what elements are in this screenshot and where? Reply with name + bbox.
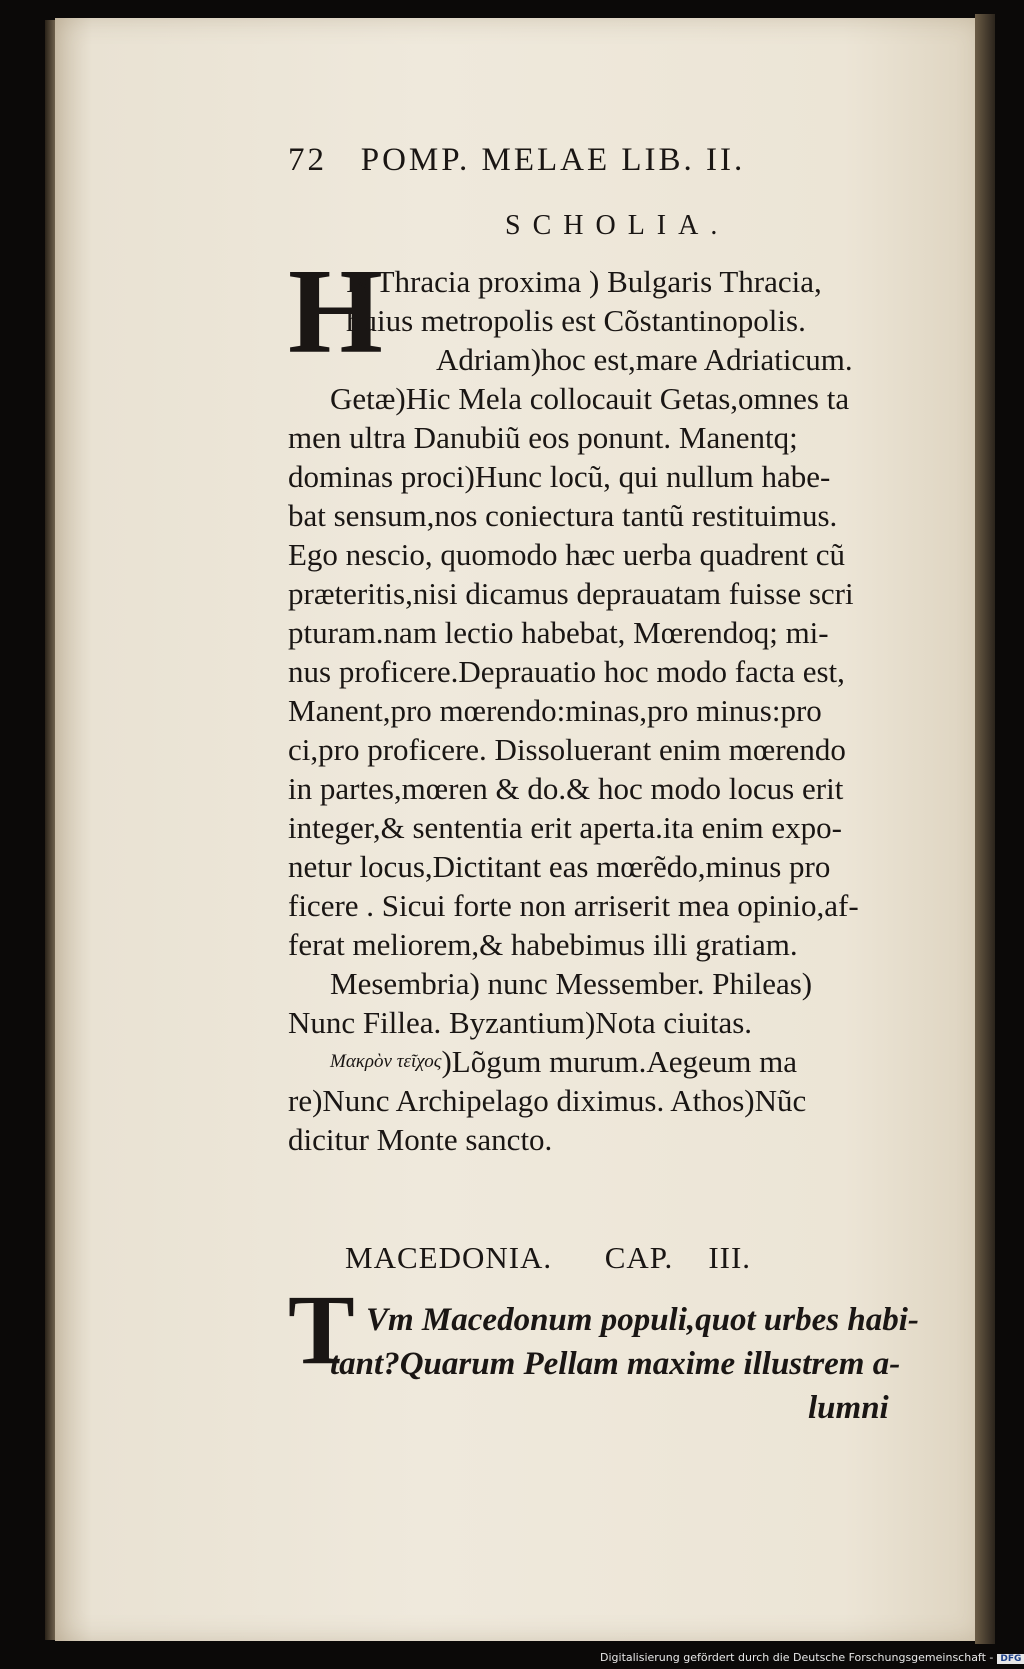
chapter-number: III. <box>708 1240 752 1275</box>
text-line: Getæ)Hic Mela collocauit Getas,omnes ta <box>330 381 850 416</box>
text-line: ficere . Sicui forte non arriserit mea opinio,af- <box>288 888 859 923</box>
text-line: Mesembria) nunc Messember. Phileas) <box>330 966 813 1001</box>
drop-capital-h: H <box>288 244 383 379</box>
text-line: nus proficere.Deprauatio hoc modo facta est, <box>288 654 845 689</box>
text-line: Vm Macedonum populi,quot urbes habi- <box>366 1302 919 1338</box>
greek-line-rest: )Lõgum murum.Aegeum ma <box>441 1044 798 1079</box>
text-line: Ego nescio, quomodo hæc uerba quadrent cũ <box>288 537 845 572</box>
text-line: tant?Quarum Pellam maxime illustrem a- <box>330 1346 901 1382</box>
chapter-body <box>288 1298 953 1430</box>
text-line: ci,pro proficere. Dissoluerant enim mœrendo <box>288 732 846 767</box>
drop-capital-t: T <box>288 1274 355 1385</box>
text-line: men ultra Danubiũ eos ponunt. Manentq; <box>288 420 798 455</box>
text-line: re)Nunc Archipelago diximus. Athos)Nũc <box>288 1083 807 1118</box>
chapter-cap-label: CAP. <box>604 1240 674 1275</box>
chapter-title: MACEDONIA. <box>345 1240 553 1275</box>
digitization-credit <box>600 1651 1024 1664</box>
text-line: Manent,pro mœrendo:minas,pro minus:pro <box>288 693 822 728</box>
text-line: præteritis,nisi dicamus deprauatam fuisse scri <box>288 576 854 611</box>
text-line: in partes,mœren & do.& hoc modo locus erit <box>288 771 844 806</box>
dfg-logo-icon: DFG <box>997 1654 1024 1664</box>
text-line-greek <box>288 1042 953 1081</box>
scholia-body <box>288 244 953 1159</box>
page-number: 72 <box>288 142 327 178</box>
text-line: bat sensum,nos coniectura tantũ restituimus. <box>288 498 838 533</box>
text-line: dominas proci)Hunc locũ, qui nullum habe- <box>288 459 831 494</box>
text-line: integer,& sententia erit aperta.ita enim expo- <box>288 810 842 845</box>
text-line: huius metropolis est Cõstantinopolis. <box>346 303 806 338</box>
section-heading: SCHOLIA. <box>505 210 730 241</box>
running-head-title: POMP. MELAE LIB. II. <box>360 142 746 178</box>
text-line: pturam.nam lectio habebat, Mœrendoq; mi- <box>288 615 829 650</box>
text-line: netur locus,Dictitant eas mœrẽdo,minus pro <box>288 849 831 884</box>
text-line: Adriam)hoc est,mare Adriaticum. <box>436 342 853 377</box>
greek-term: Μακρὸν τεῖχος <box>330 1051 442 1072</box>
text-line: lumni <box>808 1390 889 1426</box>
credit-text: Digitalisierung gefördert durch die Deutsche Forschungsgemeinschaft - <box>600 1651 994 1664</box>
text-line: Is Thracia proxima ) Bulgaris Thracia, <box>346 264 822 299</box>
page-fore-edge <box>975 14 995 1644</box>
text-line: dicitur Monte sancto. <box>288 1122 553 1157</box>
running-head <box>288 142 908 179</box>
chapter-heading <box>345 1240 905 1276</box>
text-line: ferat meliorem,& habebimus illi gratiam. <box>288 927 798 962</box>
text-line: Nunc Fillea. Byzantium)Nota ciuitas. <box>288 1005 753 1040</box>
